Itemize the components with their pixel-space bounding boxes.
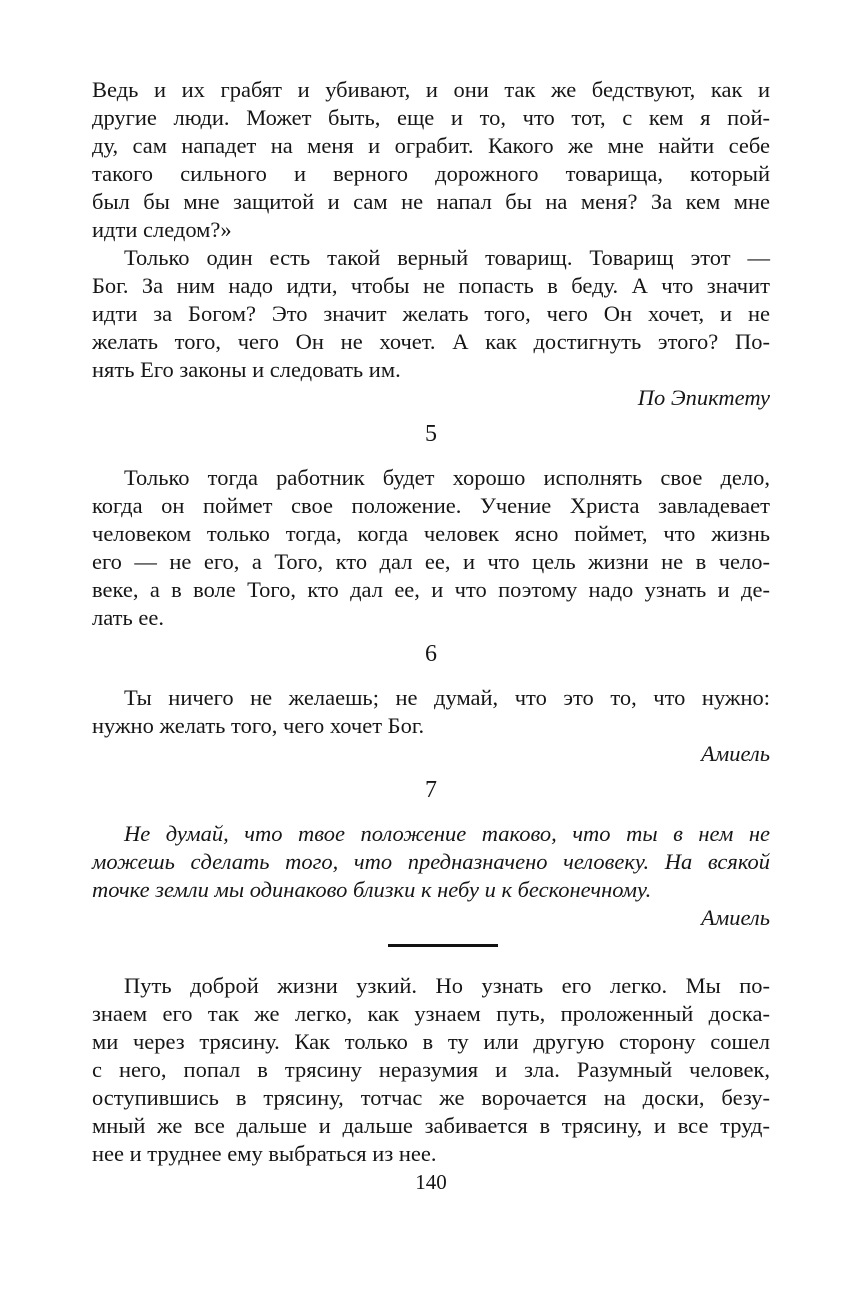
- paragraph-line: знаем его так же легко, как узнаем путь, проложенный доска-: [92, 1001, 770, 1026]
- paragraph-line: ду, сам нападет на меня и ограбит. Какого же мне найти себе: [92, 133, 770, 158]
- paragraph-line: оступившись в трясину, тотчас же ворочается на доски, безу-: [92, 1085, 770, 1110]
- paragraph-line: лать ее.: [92, 605, 164, 630]
- paragraph-line: когда он поймет свое положение. Учение Христа завладевает: [92, 493, 770, 518]
- section-number: 7: [425, 777, 437, 803]
- paragraph-line: точке земли мы одинаково близки к небу и к бесконечному.: [92, 877, 652, 902]
- paragraph-line: другие люди. Может быть, еще и то, что тот, с кем я пой-: [92, 105, 770, 130]
- paragraph: [92, 464, 770, 632]
- attribution: По Эпиктету: [637, 385, 770, 410]
- paragraph-line: с него, попал в трясину неразумия и зла. Разумный человек,: [92, 1057, 770, 1082]
- paragraph-line: Путь доброй жизни узкий. Но узнать его легко. Мы по-: [124, 973, 770, 998]
- paragraph-line: нужно желать того, чего хочет Бог.: [92, 713, 425, 738]
- attribution: Амиель: [701, 741, 770, 766]
- section-number: 5: [425, 421, 437, 447]
- paragraph-line: Бог. За ним надо идти, чтобы не попасть в беду. А что значит: [92, 273, 770, 298]
- paragraph-line: такого сильного и верного дорожного товарища, который: [92, 161, 770, 186]
- paragraph-line: Только тогда работник будет хорошо исполнять свое дело,: [124, 465, 770, 490]
- paragraph-line: был бы мне защитой и сам не напал бы на меня? За кем мне: [92, 189, 770, 214]
- paragraph-line: ми через трясину. Как только в ту или другую сторону сошел: [92, 1029, 770, 1054]
- paragraph: [92, 820, 770, 904]
- paragraph-line: можешь сделать того, что предназначено человеку. На всякой: [92, 849, 770, 874]
- page-text-block: [92, 76, 770, 1168]
- paragraph: [92, 76, 770, 244]
- paragraph-line: Ведь и их грабят и убивают, и они так же бедствуют, как и: [92, 77, 770, 102]
- paragraph-line: веке, а в воле Того, кто дал ее, и что поэтому надо узнать и де-: [92, 577, 770, 602]
- paragraph-line: человеком только тогда, когда человек ясно поймет, что жизнь: [92, 521, 770, 546]
- page-number: 140: [415, 1170, 447, 1194]
- section-number: 6: [425, 641, 437, 667]
- section-divider-rule: [388, 944, 498, 947]
- paragraph: [92, 684, 770, 740]
- paragraph: [92, 972, 770, 1168]
- paragraph: [92, 244, 770, 384]
- paragraph-line: нее и труднее ему выбраться из нее.: [92, 1141, 437, 1166]
- paragraph-line: мный же все дальше и дальше забивается в трясину, и все труд-: [92, 1113, 770, 1138]
- paragraph-line: идти следом?»: [92, 217, 232, 242]
- paragraph-line: его — не его, а Того, кто дал ее, и что цель жизни не в чело-: [92, 549, 770, 574]
- paragraph-line: Ты ничего не желаешь; не думай, что это то, что нужно:: [124, 685, 770, 710]
- paragraph-line: идти за Богом? Это значит желать того, чего Он хочет, и не: [92, 301, 770, 326]
- paragraph-line: желать того, чего Он не хочет. А как достигнуть этого? По-: [92, 329, 770, 354]
- attribution: Амиель: [701, 905, 770, 930]
- paragraph-line: нять Его законы и следовать им.: [92, 357, 401, 382]
- paragraph-line: Не думай, что твое положение таково, что ты в нем не: [124, 821, 770, 846]
- paragraph-line: Только один есть такой верный товарищ. Товарищ этот —: [124, 245, 770, 270]
